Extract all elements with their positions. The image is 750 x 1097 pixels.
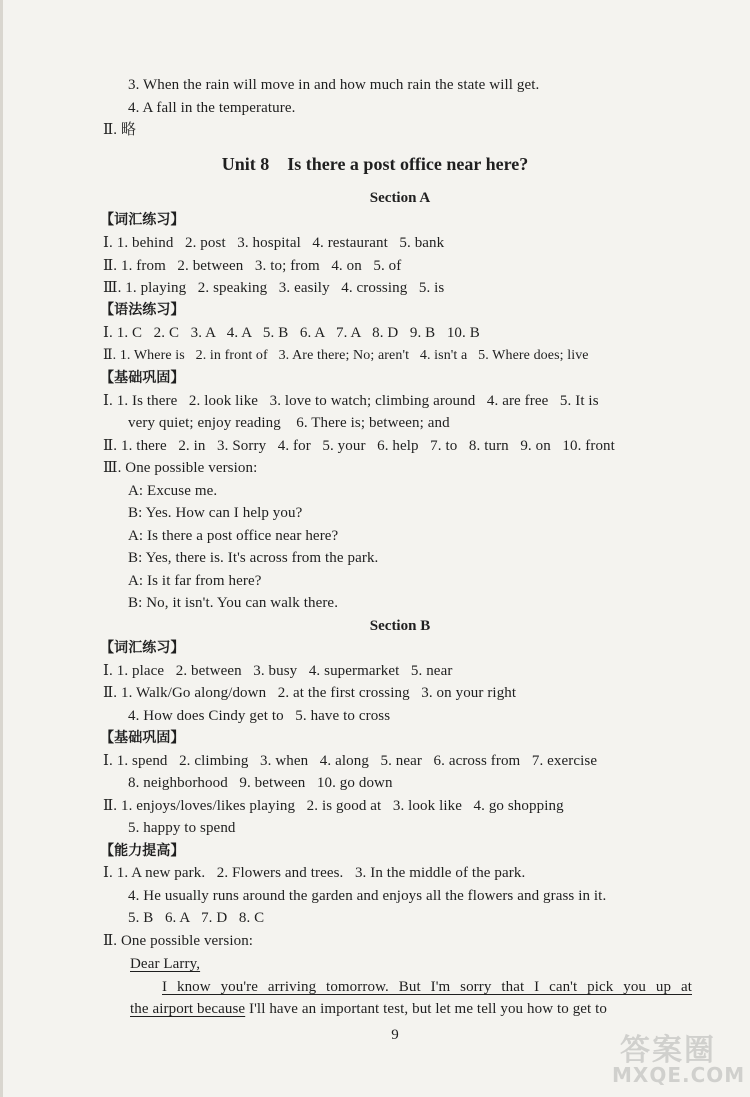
answer-line: Ⅱ. 1. Walk/Go along/down 2. at the first crossing 3. on your right (103, 685, 517, 701)
letter-underlined-phrase: the airport because (130, 1001, 246, 1017)
answer-line: Ⅰ. 1. place 2. between 3. busy 4. supermarket 5. near (103, 663, 453, 679)
answer-line: Ⅰ. 1. Is there 2. look like 3. love to watch; climbing around 4. are free 5. It is (103, 393, 599, 409)
answer-line: Ⅱ. 略 (103, 122, 137, 138)
answer-line: Ⅱ. One possible version: (103, 933, 254, 949)
answer-line: Ⅲ. One possible version: (103, 460, 258, 476)
site-watermark (610, 1025, 746, 1091)
answer-line: 4. He usually runs around the garden and enjoys all the flowers and grass in it. (128, 888, 607, 904)
answer-line: Ⅰ. 1. C 2. C 3. A 4. A 5. B 6. A 7. A 8. D 9. B 10. B (103, 325, 480, 341)
answer-line: Ⅰ. 1. spend 2. climbing 3. when 4. along 5. near 6. across from 7. exercise (103, 753, 598, 769)
answer-line: 3. When the rain will move in and how much rain the state will get. (128, 77, 540, 93)
grammar-practice-heading: 【语法练习】 (100, 302, 185, 318)
dialogue-line: A: Excuse me. (128, 483, 218, 499)
answer-line: Ⅰ. 1. A new park. 2. Flowers and trees. 3. In the middle of the park. (103, 865, 526, 881)
basic-consolidation-heading: 【基础巩固】 (100, 730, 185, 746)
letter-greeting: Dear Larry, (130, 956, 201, 972)
dialogue-line: B: Yes. How can I help you? (128, 505, 303, 521)
dialogue-line: A: Is it far from here? (128, 573, 262, 589)
vocab-practice-heading: 【词汇练习】 (100, 640, 185, 656)
answer-line: Ⅲ. 1. playing 2. speaking 3. easily 4. crossing 5. is (103, 280, 445, 296)
letter-line (130, 999, 607, 1019)
vocab-practice-heading: 【词汇练习】 (100, 212, 185, 228)
answer-line: Ⅱ. 1. from 2. between 3. to; from 4. on 5. of (103, 258, 402, 274)
dialogue-line: B: Yes, there is. It's across from the park. (128, 550, 379, 566)
answer-line: Ⅱ. 1. Where is 2. in front of 3. Are there; No; aren't 4. isn't a 5. Where does; live (103, 348, 589, 363)
answer-line: 8. neighborhood 9. between 10. go down (128, 775, 393, 791)
dialogue-line: A: Is there a post office near here? (128, 528, 339, 544)
answer-line: Ⅰ. 1. behind 2. post 3. hospital 4. restaurant 5. bank (103, 235, 445, 251)
section-a-title: Section A (369, 190, 431, 206)
dialogue-line: B: No, it isn't. You can walk there. (128, 595, 339, 611)
answer-line: 5. B 6. A 7. D 8. C (128, 910, 265, 926)
watermark-logo-text: 答案圈 (620, 1033, 716, 1068)
ability-improvement-heading: 【能力提高】 (100, 843, 185, 859)
answer-line: Ⅱ. 1. enjoys/loves/likes playing 2. is good at 3. look like 4. go shopping (103, 798, 564, 814)
answer-line: 4. How does Cindy get to 5. have to cross (128, 708, 391, 724)
letter-line: I know you're arriving tomorrow. But I'm sorry that I can't pick you up at (162, 979, 692, 995)
answer-line: very quiet; enjoy reading 6. There is; between; and (128, 415, 450, 431)
section-b-title: Section B (369, 618, 431, 634)
page-number: 9 (391, 1027, 399, 1043)
watermark-url: MXQE.COM (612, 1063, 746, 1087)
answer-line: Ⅱ. 1. there 2. in 3. Sorry 4. for 5. your 6. help 7. to 8. turn 9. on 10. front (103, 438, 615, 454)
letter-text: I'll have an important test, but let me tell you how to get to (245, 1001, 608, 1017)
basic-consolidation-heading: 【基础巩固】 (100, 370, 185, 386)
answer-line: 4. A fall in the temperature. (128, 100, 296, 116)
unit-title: Unit 8 Is there a post office near here? (221, 154, 529, 174)
answer-line: 5. happy to spend (128, 820, 236, 836)
